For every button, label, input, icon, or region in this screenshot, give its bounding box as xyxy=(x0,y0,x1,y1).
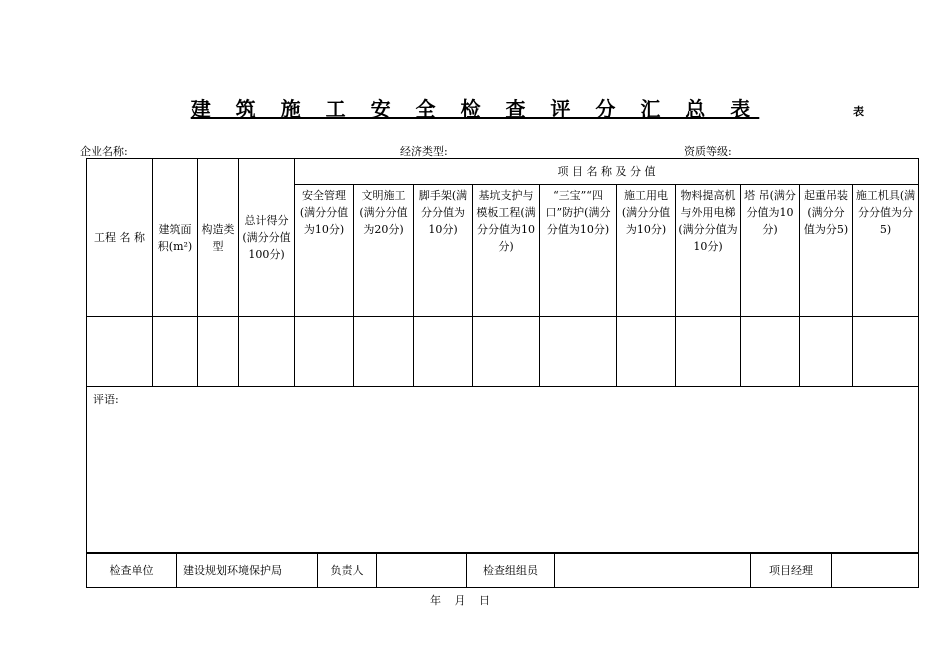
team-label: 检查组组员 xyxy=(467,553,555,588)
cell-score[interactable] xyxy=(676,317,741,387)
cell-score[interactable] xyxy=(540,317,617,387)
comments-cell[interactable] xyxy=(87,387,919,554)
header-item-machinery: 施工机具(满分分值为分5) xyxy=(853,185,919,317)
responsible-field[interactable] xyxy=(377,553,467,588)
cell-score[interactable] xyxy=(295,317,354,387)
table-row xyxy=(87,317,919,387)
responsible-label: 负责人 xyxy=(318,553,377,588)
inspection-unit-value: 建设规划环境保护局 xyxy=(177,553,318,588)
header-item-tower-crane: 塔 吊(满分分值为10分) xyxy=(741,185,800,317)
header-item-safety-management: 安全管理(满分分值为10分) xyxy=(295,185,354,317)
header-item-foundation-formwork: 基坑支护与模板工程(满分分值为10分) xyxy=(473,185,540,317)
cell-score[interactable] xyxy=(414,317,473,387)
header-building-area: 建筑面积(m²) xyxy=(153,159,198,317)
cell-score[interactable] xyxy=(473,317,540,387)
header-structure-type: 构造类型 xyxy=(198,159,239,317)
economy-type-label: 经济类型: xyxy=(400,145,448,158)
manager-label: 项目经理 xyxy=(751,553,832,588)
company-name-label: 企业名称: xyxy=(80,145,128,158)
header-items-group: 项 目 名 称 及 分 值 xyxy=(295,159,919,185)
cell-score[interactable] xyxy=(617,317,676,387)
signature-table xyxy=(86,552,919,588)
header-item-three-treasures: “三宝”“四口”防护(满分分值为10分) xyxy=(540,185,617,317)
cell-score[interactable] xyxy=(741,317,800,387)
manager-field[interactable] xyxy=(832,553,919,588)
cell-building-area[interactable] xyxy=(153,317,198,387)
comments-label: 评语: xyxy=(93,393,119,406)
header-item-civilized-construction: 文明施工(满分分值为20分) xyxy=(354,185,414,317)
header-total-score: 总计得分(满分分值100分) xyxy=(239,159,295,317)
header-item-hoist-elevator: 物料提高机与外用电梯(满分分值为10分) xyxy=(676,185,741,317)
corner-label: 表 xyxy=(853,105,864,118)
header-project-name: 工程 名 称 xyxy=(87,159,153,317)
page-title: 建 筑 施 工 安 全 检 查 评 分 汇 总 表 xyxy=(190,97,760,121)
qualification-label: 资质等级: xyxy=(684,145,732,158)
cell-structure-type[interactable] xyxy=(198,317,239,387)
header-item-lifting: 起重吊装(满分分值为分5) xyxy=(800,185,853,317)
cell-score[interactable] xyxy=(354,317,414,387)
header-item-electricity: 施工用电(满分分值为10分) xyxy=(617,185,676,317)
header-item-scaffold: 脚手架(满分分值为10分) xyxy=(414,185,473,317)
date-line: 年 月 日 xyxy=(430,594,490,607)
inspection-unit-label: 检查单位 xyxy=(87,553,177,588)
cell-total-score[interactable] xyxy=(239,317,295,387)
cell-project-name[interactable] xyxy=(87,317,153,387)
cell-score[interactable] xyxy=(853,317,919,387)
score-summary-table xyxy=(86,158,919,554)
cell-score[interactable] xyxy=(800,317,853,387)
team-field[interactable] xyxy=(555,553,751,588)
